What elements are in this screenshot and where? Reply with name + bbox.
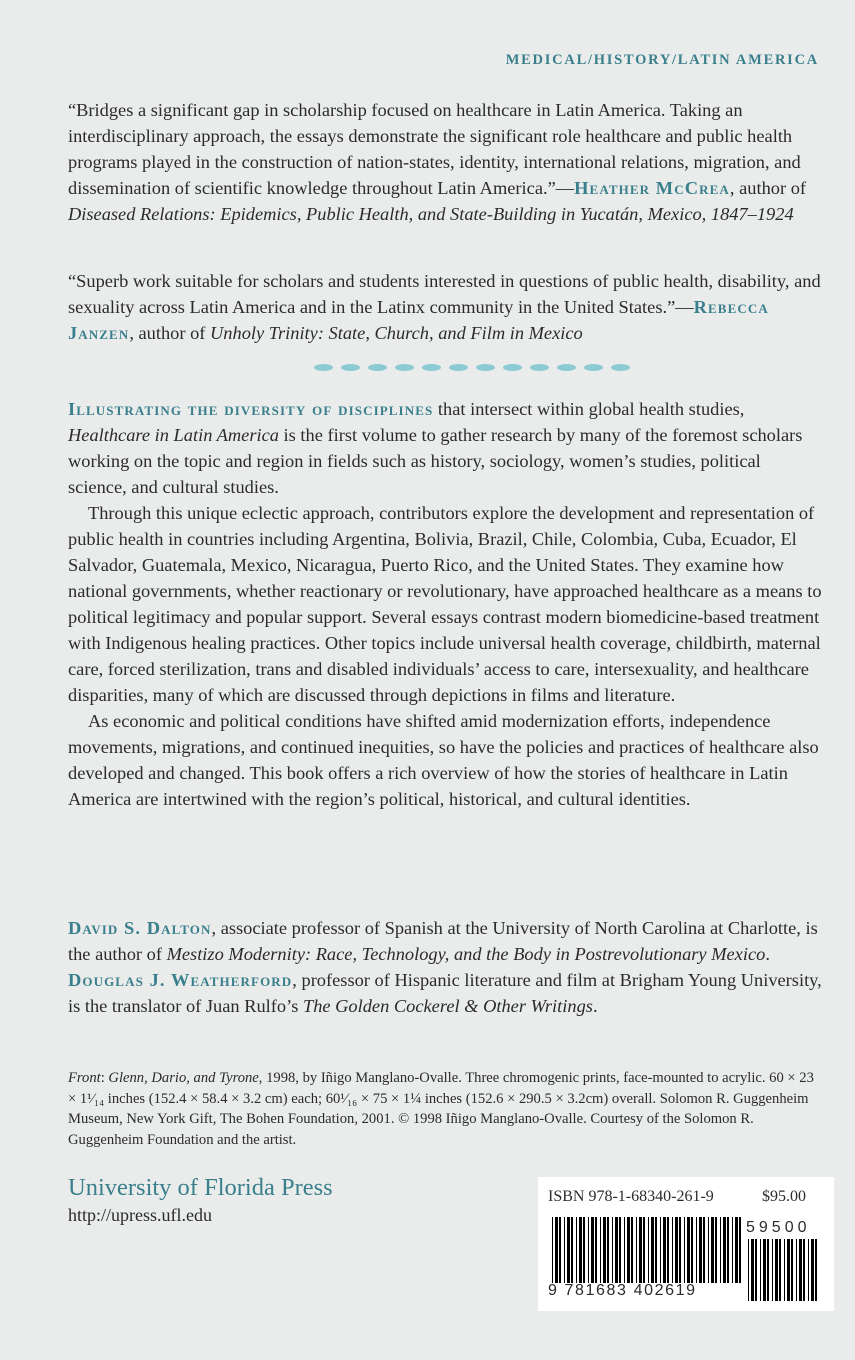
barcode-bar — [588, 1217, 589, 1283]
barcode-bar — [751, 1239, 754, 1301]
barcode-bar — [627, 1217, 630, 1283]
addon-digits: 59500 — [746, 1219, 811, 1236]
barcode-bar — [691, 1217, 693, 1283]
review-book-title: Diseased Relations: Epidemics, Public Health, and State-Building in Yucatán, Mexico, 1847–1924 — [68, 204, 794, 224]
description-paragraph-2: Through this unique eclectic approach, contributors explore the development and representation of public health in countries including Argentina, Bolivia, Brazil, Chile, Colombia, Cuba, Ecuador, El Salvador, Guatemala, Mexico, Nicaragua, Puerto Rico, and the United States. They examine how national governments, whether reactionary or revolutionary, have approached healthcare as a means to political legitimacy and popular support. Several essays contrast modern biomedicine-based treatment with Indigenous healing practices. Other topics include universal health coverage, childbirth, maternal care, forced sterilization, trans and disabled individuals’ access to care, intersexuality, and healthcare disparities, many of which are discussed through depictions in films and literature. — [68, 503, 822, 705]
cover-credit — [68, 1068, 822, 1150]
barcode-bar — [552, 1217, 553, 1283]
barcode-bar — [591, 1217, 594, 1283]
editor-book-title: Mestizo Modernity: Race, Technology, and the Body in Postrevolutionary Mexico — [166, 944, 766, 964]
barcode-bar — [775, 1239, 778, 1301]
barcode-bar — [735, 1217, 738, 1283]
isbn-label: ISBN 978-1-68340-261-9 — [548, 1188, 714, 1205]
barcode-bar — [732, 1217, 733, 1283]
decorative-divider — [314, 364, 634, 378]
editor-bio-text: , professor of Hispanic literature and film at Brigham Young University, is the translator of Juan Rulfo’s — [68, 970, 822, 1016]
bio-end: . — [592, 996, 598, 1016]
barcode-bar — [703, 1217, 705, 1283]
bio-separator: . — [765, 944, 770, 964]
credit-colon: : — [100, 1070, 109, 1086]
barcode-bar — [811, 1239, 814, 1301]
credit-text: , 1998, by Iñigo Manglano-Ovalle. Three chromogenic prints, face-mounted to acrylic. 60 × 23 × 1¹⁄₁₄ inches (152.4 × 58.4 × 3.2 cm) each; 60¹⁄₁₆ × 75 × 1¼ inches (152.6 × 290.5 × 3.2cm) overall. Solomon R. Guggenheim Museum, New York Gift, The Bohen Foundation, 2001. © 1998 Iñigo Manglano-Ovalle. Courtesy of the Solomon R. Guggenheim Foundation and the artist. — [68, 1070, 814, 1148]
barcode-bar — [763, 1239, 766, 1301]
book-title: Healthcare in Latin America — [68, 425, 279, 445]
barcode-bar — [687, 1217, 690, 1283]
editor-name-2: Douglas J. Weatherford — [68, 970, 293, 990]
barcode-bar — [779, 1239, 781, 1301]
barcode-bar — [651, 1217, 654, 1283]
barcode-bar — [600, 1217, 601, 1283]
review-book-title: Unholy Trinity: State, Church, and Film in Mexico — [210, 323, 583, 343]
barcode-bar — [555, 1217, 558, 1283]
category-label: MEDICAL/HISTORY/LATIN AMERICA — [505, 52, 819, 68]
barcode-bar — [787, 1239, 790, 1301]
barcode-bar — [808, 1239, 809, 1301]
barcode-bar — [567, 1217, 570, 1283]
description-paragraph-1 — [68, 396, 822, 500]
isbn-barcode — [552, 1217, 742, 1283]
barcode-bar — [708, 1217, 709, 1283]
barcode-bar — [767, 1239, 769, 1301]
editor-bios — [68, 915, 822, 1019]
barcode-bar — [755, 1239, 757, 1301]
editor-book-title: The Golden Cockerel & Other Writings — [302, 996, 593, 1016]
divider-dot — [584, 364, 603, 371]
barcode-bar — [684, 1217, 685, 1283]
barcode-bar — [559, 1217, 561, 1283]
barcode-bar — [660, 1217, 661, 1283]
barcode-bar — [636, 1217, 637, 1283]
divider-dot — [476, 364, 495, 371]
barcode-bar — [799, 1239, 802, 1301]
barcode-bar — [639, 1217, 642, 1283]
divider-dot — [395, 364, 414, 371]
divider-dot — [314, 364, 333, 371]
barcode-bar — [679, 1217, 681, 1283]
barcode-bar — [772, 1239, 773, 1301]
publisher-url[interactable]: http://upress.ufl.edu — [68, 1205, 212, 1225]
divider-dot — [449, 364, 468, 371]
editor-bio-text: , associate professor of Spanish at the University of North Carolina at Charlotte, is the author of — [68, 918, 818, 964]
description-paragraph-3: As economic and political conditions have shifted amid modernization efforts, independence movements, migrations, and continued inequities, so have the policies and practices of healthcare also developed and changed. This book offers a rich overview of how the stories of healthcare in Latin America are intertwined with the region’s political, historical, and cultural identities. — [68, 711, 819, 809]
barcode-bar — [815, 1239, 817, 1301]
credit-label: Front — [68, 1070, 101, 1086]
book-description — [68, 396, 822, 812]
barcode-bar — [784, 1239, 785, 1301]
barcode-bar — [564, 1217, 565, 1283]
barcode-bar — [672, 1217, 673, 1283]
description-lead: Illustrating the diversity of disciplines — [68, 399, 434, 419]
divider-dot — [611, 364, 630, 371]
barcode-box — [538, 1177, 834, 1311]
description-text: is the first volume to gather research by many of the foremost scholars working on the topic and region in fields such as history, sociology, women’s studies, political science, and cultural studies. — [68, 425, 803, 497]
barcode-bar — [723, 1217, 726, 1283]
editor-name-1: David S. Dalton — [68, 918, 212, 938]
description-text: that intersect within global health studies, — [433, 399, 745, 419]
divider-dot — [557, 364, 576, 371]
review-text: “Superb work suitable for scholars and students interested in questions of public health, disability, and sexuality across Latin America and in the Latinx community in the United States.”— — [68, 271, 821, 317]
barcode-bar — [595, 1217, 597, 1283]
barcode-bar — [571, 1217, 573, 1283]
divider-dot — [368, 364, 387, 371]
price-addon-barcode — [748, 1239, 822, 1301]
barcode-bar — [579, 1217, 582, 1283]
barcode-bar — [699, 1217, 702, 1283]
artwork-title: Glenn, Dario, and Tyrone — [108, 1070, 259, 1086]
barcode-bar — [631, 1217, 633, 1283]
barcode-bar — [739, 1217, 741, 1283]
barcode-digits: 9 781683 402619 — [548, 1282, 697, 1299]
review-text: “Bridges a significant gap in scholarship focused on healthcare in Latin America. Taking an interdisciplinary approach, the essays demonstrate the significant role healthcare and public health programs played in the construction of nation-states, identity, international relations, migration, and dissemination of scientific knowledge throughout Latin America.”— — [68, 100, 801, 198]
barcode-bar — [663, 1217, 666, 1283]
barcode-bar — [803, 1239, 805, 1301]
barcode-bar — [727, 1217, 729, 1283]
barcode-bar — [607, 1217, 609, 1283]
barcode-bar — [675, 1217, 678, 1283]
barcode-bar — [667, 1217, 669, 1283]
barcode-bar — [711, 1217, 714, 1283]
barcode-bar — [748, 1239, 749, 1301]
barcode-bar — [619, 1217, 621, 1283]
barcode-bar — [720, 1217, 721, 1283]
review-author-of: , author of — [129, 323, 211, 343]
publisher-name: University of Florida Press — [68, 1174, 333, 1201]
barcode-bar — [760, 1239, 761, 1301]
divider-dot — [503, 364, 522, 371]
review-author: Heather McCrea — [574, 178, 730, 198]
divider-dot — [530, 364, 549, 371]
barcode-bar — [696, 1217, 697, 1283]
review-author-of: , author of — [729, 178, 807, 198]
review-blurb-2 — [68, 268, 822, 346]
review-blurb-1 — [68, 97, 822, 227]
barcode-bar — [715, 1217, 717, 1283]
divider-dot — [341, 364, 360, 371]
barcode-bar — [583, 1217, 585, 1283]
barcode-bar — [796, 1239, 797, 1301]
review-author: Rebecca Janzen — [68, 297, 769, 343]
barcode-bar — [624, 1217, 625, 1283]
barcode-bar — [655, 1217, 657, 1283]
barcode-bar — [615, 1217, 618, 1283]
barcode-bar — [791, 1239, 793, 1301]
barcode-bar — [612, 1217, 613, 1283]
barcode-bar — [648, 1217, 649, 1283]
price-label: $95.00 — [762, 1188, 806, 1205]
barcode-bar — [603, 1217, 606, 1283]
barcode-bar — [643, 1217, 645, 1283]
barcode-bar — [576, 1217, 577, 1283]
divider-dot — [422, 364, 441, 371]
